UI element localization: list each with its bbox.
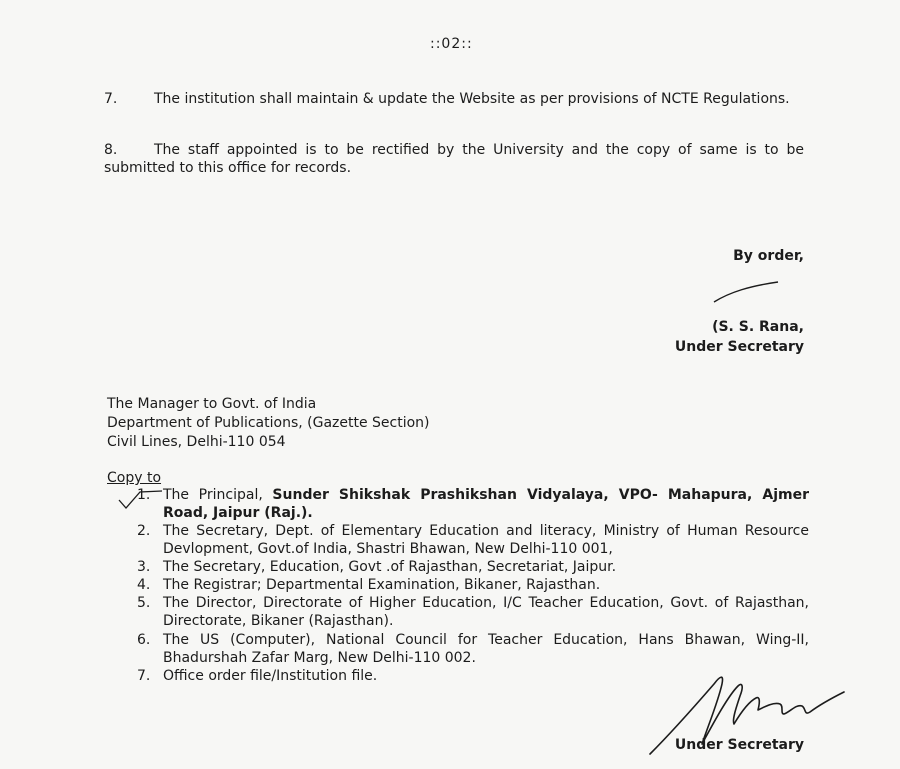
bottom-signatory-title: Under Secretary	[674, 737, 804, 753]
paragraph-7	[104, 90, 804, 108]
paragraph-text: The staff appointed is to be rectified by the University and the copy of same is to be submitted to this office for records.	[104, 142, 804, 176]
item-number: 3.	[137, 559, 151, 575]
signature-mark	[712, 276, 782, 306]
copy-to-heading: Copy to	[107, 470, 162, 486]
address-line-1: The Manager to Govt. of India	[107, 396, 317, 412]
item-number: 2.	[137, 523, 151, 539]
paragraph-8	[104, 141, 804, 177]
item-text: Office order file/Institution file.	[163, 668, 378, 684]
copy-list-item-3	[137, 558, 809, 576]
signatory-title: Under Secretary	[674, 339, 804, 355]
tick-mark	[116, 488, 166, 512]
item-text: The Director, Directorate of Higher Education, I/C Teacher Education, Govt. of Rajasthan, Directorate, Bikaner (Rajasthan).	[163, 595, 809, 629]
copy-list-item-2	[137, 522, 809, 558]
item-bold-text: Sunder Shikshak Prashikshan Vidyalaya, VPO- Mahapura, Ajmer Road, Jaipur (Raj.).	[163, 487, 809, 521]
item-number: 1.	[137, 487, 151, 503]
paragraph-number: 8.	[104, 142, 118, 158]
item-text: The Secretary, Dept. of Elementary Education and literacy, Ministry of Human Resource Devlopment, Govt.of India, Shastri Bhawan, New Delhi-110 001,	[163, 523, 809, 557]
copy-list-item-4	[137, 576, 809, 594]
paragraph-number: 7.	[104, 91, 118, 107]
signatory-name: (S. S. Rana,	[712, 319, 804, 335]
address-line-3: Civil Lines, Delhi-110 054	[107, 434, 286, 450]
by-order-label: By order,	[733, 248, 804, 264]
item-number: 5.	[137, 595, 151, 611]
item-text: The Secretary, Education, Govt .of Rajasthan, Secretariat, Jaipur.	[163, 559, 617, 575]
item-number: 4.	[137, 577, 151, 593]
address-line-2: Department of Publications, (Gazette Section)	[107, 415, 430, 431]
copy-list-item-6	[137, 631, 809, 667]
item-text: The Registrar; Departmental Examination, Bikaner, Rajasthan.	[163, 577, 601, 593]
copy-list-item-5	[137, 594, 809, 630]
item-number: 6.	[137, 632, 151, 648]
item-number: 7.	[137, 668, 151, 684]
paragraph-text: The institution shall maintain & update the Website as per provisions of NCTE Regulations.	[154, 91, 790, 107]
item-text: The Principal,	[163, 487, 273, 503]
page-number: ::02::	[430, 36, 473, 52]
copy-list-item-1	[137, 486, 809, 522]
item-text: The US (Computer), National Council for Teacher Education, Hans Bhawan, Wing-II, Bhadurshah Zafar Marg, New Delhi-110 002.	[163, 632, 809, 666]
